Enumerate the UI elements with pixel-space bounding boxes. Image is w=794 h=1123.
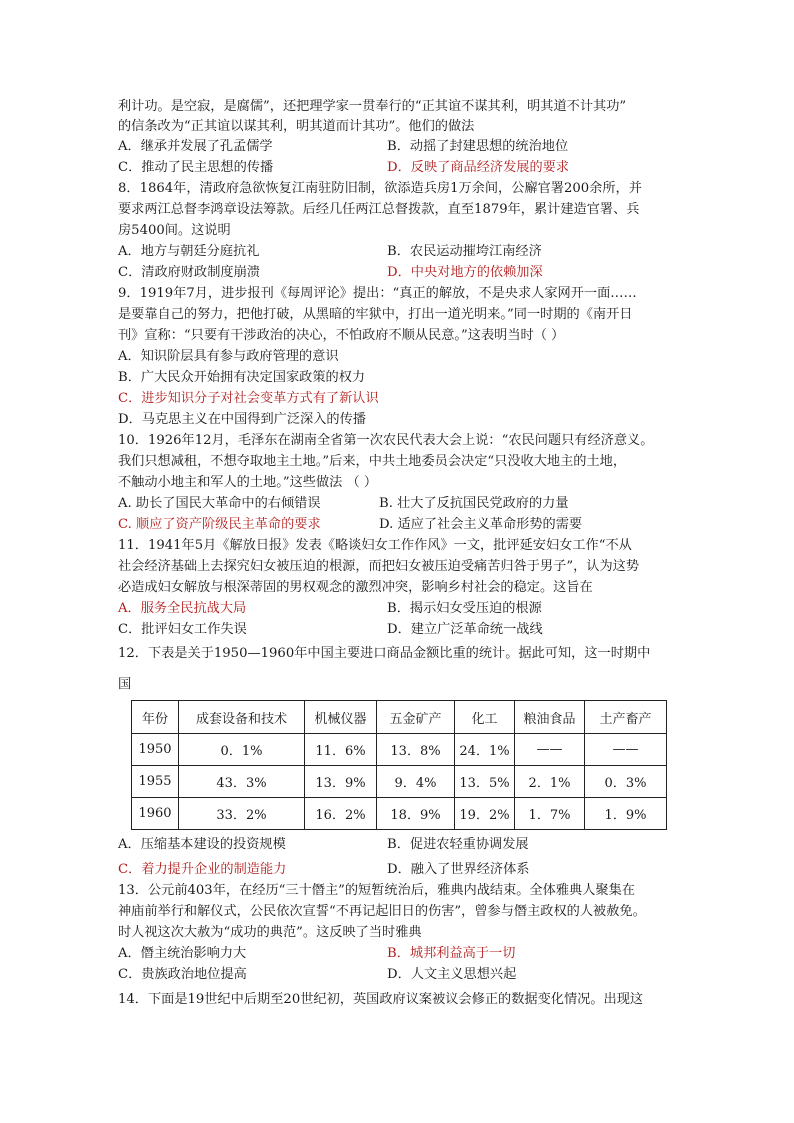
q12-option-d: D．融入了世界经济体系 xyxy=(387,862,530,877)
q13-text-line-1: 13．公元前403年，在经历“三十僭主”的短暂统治后，雅典内战结束。全体雅典人聚集在 xyxy=(118,883,635,898)
q8-option-b: B．农民运动摧垮江南经济 xyxy=(387,244,542,259)
table-header-cell: 五金矿产 xyxy=(377,701,455,734)
table-cell: 0．3% xyxy=(585,766,667,798)
table-header-cell: 成套设备和技术 xyxy=(179,701,305,734)
import-share-table xyxy=(131,700,667,830)
table-row xyxy=(132,798,667,830)
table-cell: 0．1% xyxy=(179,734,305,766)
table-header-cell: 土产畜产 xyxy=(585,701,667,734)
q10-option-a: A. 助长了国民大革命中的右倾错误 xyxy=(118,496,321,511)
q11-text-line-2: 社会经济基础上去探究妇女被压迫的根源，而把妇女被压迫受痛苦归咎于男子”，认为这势 xyxy=(118,559,640,574)
q10-text-line-3: 不触动小地主和军人的土地。”这些做法 （ ） xyxy=(118,475,378,490)
table-row xyxy=(132,734,667,766)
table-cell: —— xyxy=(585,734,667,766)
table-cell: 13．8% xyxy=(377,734,455,766)
q11-text-line-3: 必造成妇女解放与根深蒂固的男权观念的激烈冲突，影响乡村社会的稳定。这旨在 xyxy=(118,580,593,595)
q7-option-d: D．反映了商品经济发展的要求 xyxy=(387,160,570,175)
q10-option-b: B. 壮大了反抗国民党政府的力量 xyxy=(379,496,569,511)
table-cell: 19．2% xyxy=(455,798,515,830)
q9-text-line-2: 是要靠自己的努力，把他打破，从黑暗的牢狱中，打出一道光明来。”同一时期的《南开日 xyxy=(118,307,633,322)
q13-text-line-2: 神庙前举行和解仪式，公民依次宣誓“不再记起旧日的伤害”，曾参与僭主政权的人被赦免。 xyxy=(118,904,646,919)
q7-option-a: A．继承并发展了孔孟儒学 xyxy=(118,139,273,154)
q10-option-c: C. 顺应了资产阶级民主革命的要求 xyxy=(118,517,321,532)
q7-text-line-1: 利计功。是空寂，是腐儒”，还把理学家一贯奉行的“正其谊不谋其利，明其道不计其功” xyxy=(118,99,627,114)
q14-text-line-1: 14．下面是19世纪中后期至20世纪初，英国政府议案被议会修正的数据变化情况。出现这 xyxy=(118,992,644,1007)
q13-option-c: C．贵族政治地位提高 xyxy=(118,967,247,982)
q10-option-d: D. 适应了社会主义革命形势的需要 xyxy=(379,517,583,532)
table-cell: 1．7% xyxy=(515,798,585,830)
q7-option-b: B．动摇了封建思想的统治地位 xyxy=(387,139,569,154)
q11-option-c: C．批评妇女工作失误 xyxy=(118,622,247,637)
table-row xyxy=(132,766,667,798)
table-cell: 33．2% xyxy=(179,798,305,830)
q12-text-line-2: 国 xyxy=(118,677,132,692)
q13-text-line-3: 时人视这次大赦为“成功的典范”。这反映了当时雅典 xyxy=(118,925,422,940)
q8-option-d: D．中央对地方的依赖加深 xyxy=(387,265,543,280)
q11-option-d: D．建立广泛革命统一战线 xyxy=(387,622,543,637)
table-cell: 11．6% xyxy=(305,734,377,766)
q11-option-b: B．揭示妇女受压迫的根源 xyxy=(387,601,542,616)
q11-text-line-1: 11．1941年5月《解放日报》发表《略谈妇女工作作风》一文，批评延安妇女工作“不从 xyxy=(118,538,632,553)
table-cell: 24．1% xyxy=(455,734,515,766)
table-header-row xyxy=(132,701,667,734)
q8-option-a: A．地方与朝廷分庭抗礼 xyxy=(118,244,260,259)
q9-option-c: C．进步知识分子对社会变革方式有了新认识 xyxy=(118,391,379,406)
table-cell: 1．9% xyxy=(585,798,667,830)
table-header-cell: 年份 xyxy=(132,701,179,734)
table-header-cell: 机械仪器 xyxy=(305,701,377,734)
table-cell: 9．4% xyxy=(377,766,455,798)
q13-option-b: B．城邦利益高于一切 xyxy=(387,946,516,961)
table-header-cell: 化工 xyxy=(455,701,515,734)
table-cell: —— xyxy=(515,734,585,766)
table-header-cell: 粮油食品 xyxy=(515,701,585,734)
q10-text-line-1: 10．1926年12月，毛泽东在湖南全省第一次农民代表大会上说：“农民问题只有经济意义。 xyxy=(118,433,654,448)
table-cell: 2．1% xyxy=(515,766,585,798)
q13-option-d: D．人文主义思想兴起 xyxy=(387,967,517,982)
q12-text-line-1: 12．下表是关于1950—1960年中国主要进口商品金额比重的统计。据此可知，这一时期中 xyxy=(118,646,651,661)
q12-option-b: B．促进农轻重协调发展 xyxy=(387,837,529,852)
q10-text-line-2: 我们只想减租，不想夺取地主土地。”后来，中共土地委员会决定“只没收大地主的土地， xyxy=(118,454,627,469)
q9-option-b: B．广大民众开始拥有决定国家政策的权力 xyxy=(118,370,366,385)
q7-option-c: C．推动了民主思想的传播 xyxy=(118,160,274,175)
table-cell: 16．2% xyxy=(305,798,377,830)
q12-option-a: A．压缩基本建设的投资规模 xyxy=(118,837,286,852)
table-cell: 1960 xyxy=(132,798,179,830)
q13-option-a: A．僭主统治影响力大 xyxy=(118,946,247,961)
q9-option-d: D．马克思主义在中国得到广泛深入的传播 xyxy=(118,412,366,427)
q12-option-c: C．着力提升企业的制造能力 xyxy=(118,862,287,877)
q7-text-line-2: 的信条改为“正其谊以谋其利，明其道而计其功”。他们的做法 xyxy=(118,119,475,134)
q9-text-line-1: 9．1919年7月，进步报刊《每周评论》提出：“真正的解放，不是央求人家网开一面…… xyxy=(118,286,637,301)
table-cell: 1955 xyxy=(132,766,179,798)
table-cell: 18．9% xyxy=(377,798,455,830)
q8-text-line-1: 8．1864年，清政府急欲恢复江南驻防旧制，欲添造兵房1万余间，公廨官署200余所，并 xyxy=(118,181,642,196)
q9-option-a: A．知识阶层具有参与政府管理的意识 xyxy=(118,349,339,364)
q11-option-a: A．服务全民抗战大局 xyxy=(118,601,247,616)
table-cell: 13．9% xyxy=(305,766,377,798)
q9-text-line-3: 刊》宣称：“只要有干涉政治的决心，不怕政府不顺从民意。”这表明当时（ ） xyxy=(118,328,565,343)
table-cell: 13．5% xyxy=(455,766,515,798)
table-cell: 1950 xyxy=(132,734,179,766)
table-cell: 43．3% xyxy=(179,766,305,798)
q8-option-c: C．清政府财政制度崩溃 xyxy=(118,265,260,280)
q8-text-line-3: 房5400间。这说明 xyxy=(118,223,231,238)
q8-text-line-2: 要求两江总督李鸿章设法筹款。后经几任两江总督拨款，直至1879年，累计建造官署、兵 xyxy=(118,202,640,217)
